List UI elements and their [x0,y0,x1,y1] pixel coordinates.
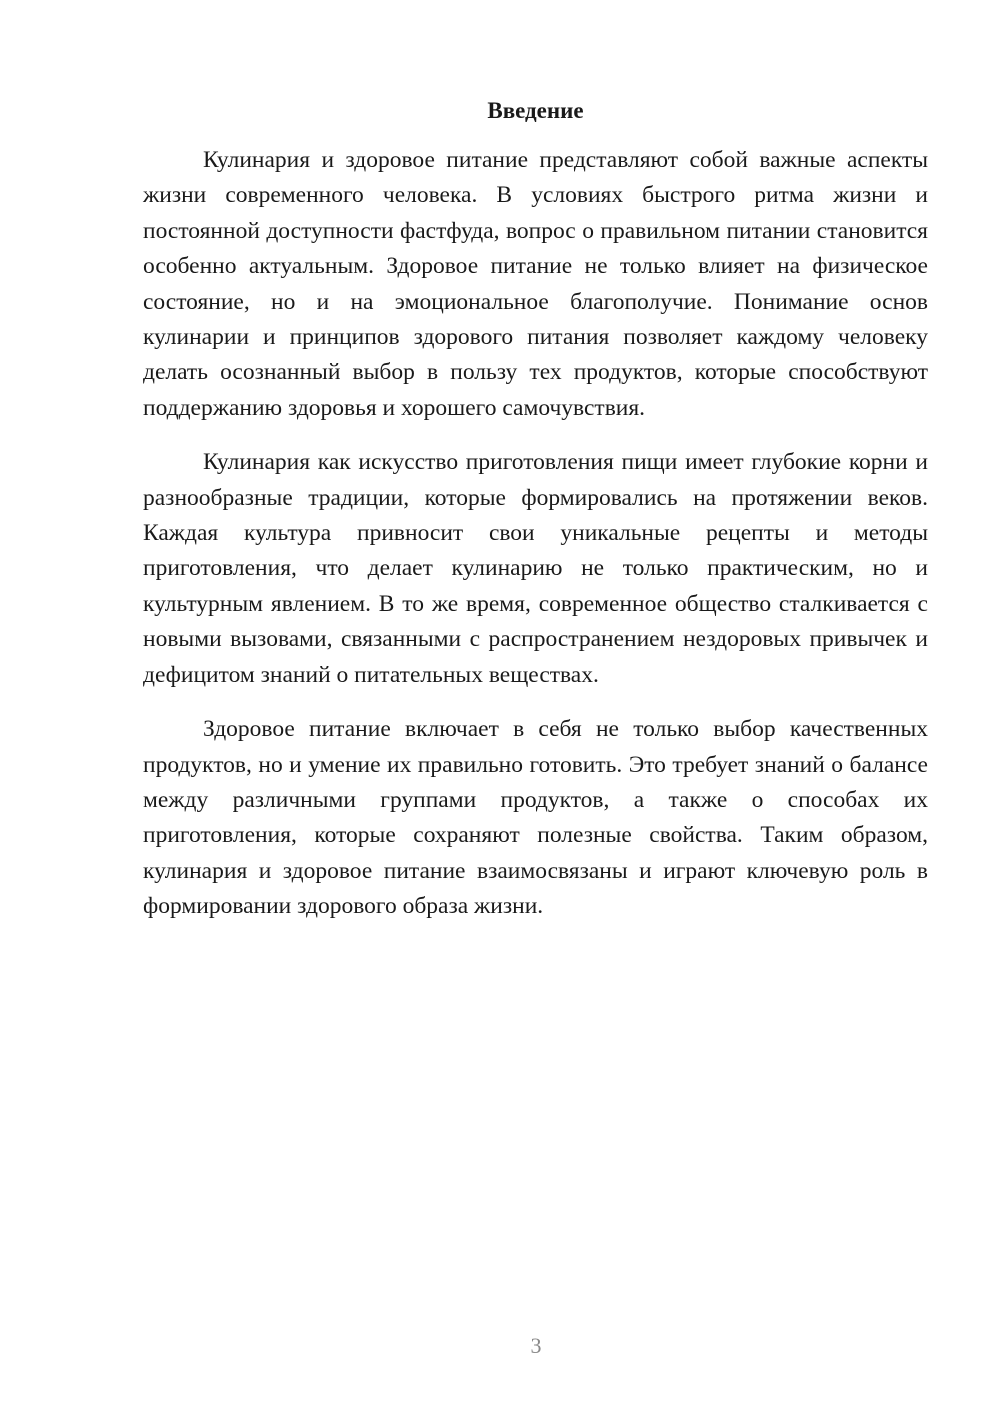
body-text [143,143,928,944]
paragraph-2: Кулинария как искусство приготовления пищи имеет глубокие корни и разнообразные традиции, которые формировались на протяжении веков. Каждая культура привносит свои уникальные рецепты и методы приготовления, что делает кулинарию не только практическим, но и культурным явлением. В то же время, современное общество сталкивается с новыми вызовами, связанными с распространением нездоровых привычек и дефицитом знаний о питательных веществах. [143,449,928,688]
paragraph-3: Здоровое питание включает в себя не только выбор качественных продуктов, но и умение их правильно готовить. Это требует знаний о балансе между различными группами продуктов, а также о способах их приготовления, которые сохраняют полезные свойства. Таким образом, кулинария и здоровое питание взаимосвязаны и играют ключевую роль в формировании здорового образа жизни. [143,716,928,920]
page-number: 3 [530,1333,542,1358]
paragraph-1: Кулинария и здоровое питание представляют собой важные аспекты жизни современного человека. В условиях быстрого ритма жизни и постоянной доступности фастфуда, вопрос о правильном питании становится особенно актуальным. Здоровое питание не только влияет на физическое состояние, но и на эмоциональное благополучие. Понимание основ кулинарии и принципов здорового питания позволяет каждому человеку делать осознанный выбор в пользу тех продуктов, которые способствуют поддержанию здоровья и хорошего самочувствия. [143,147,928,421]
section-title: Введение [487,98,584,123]
